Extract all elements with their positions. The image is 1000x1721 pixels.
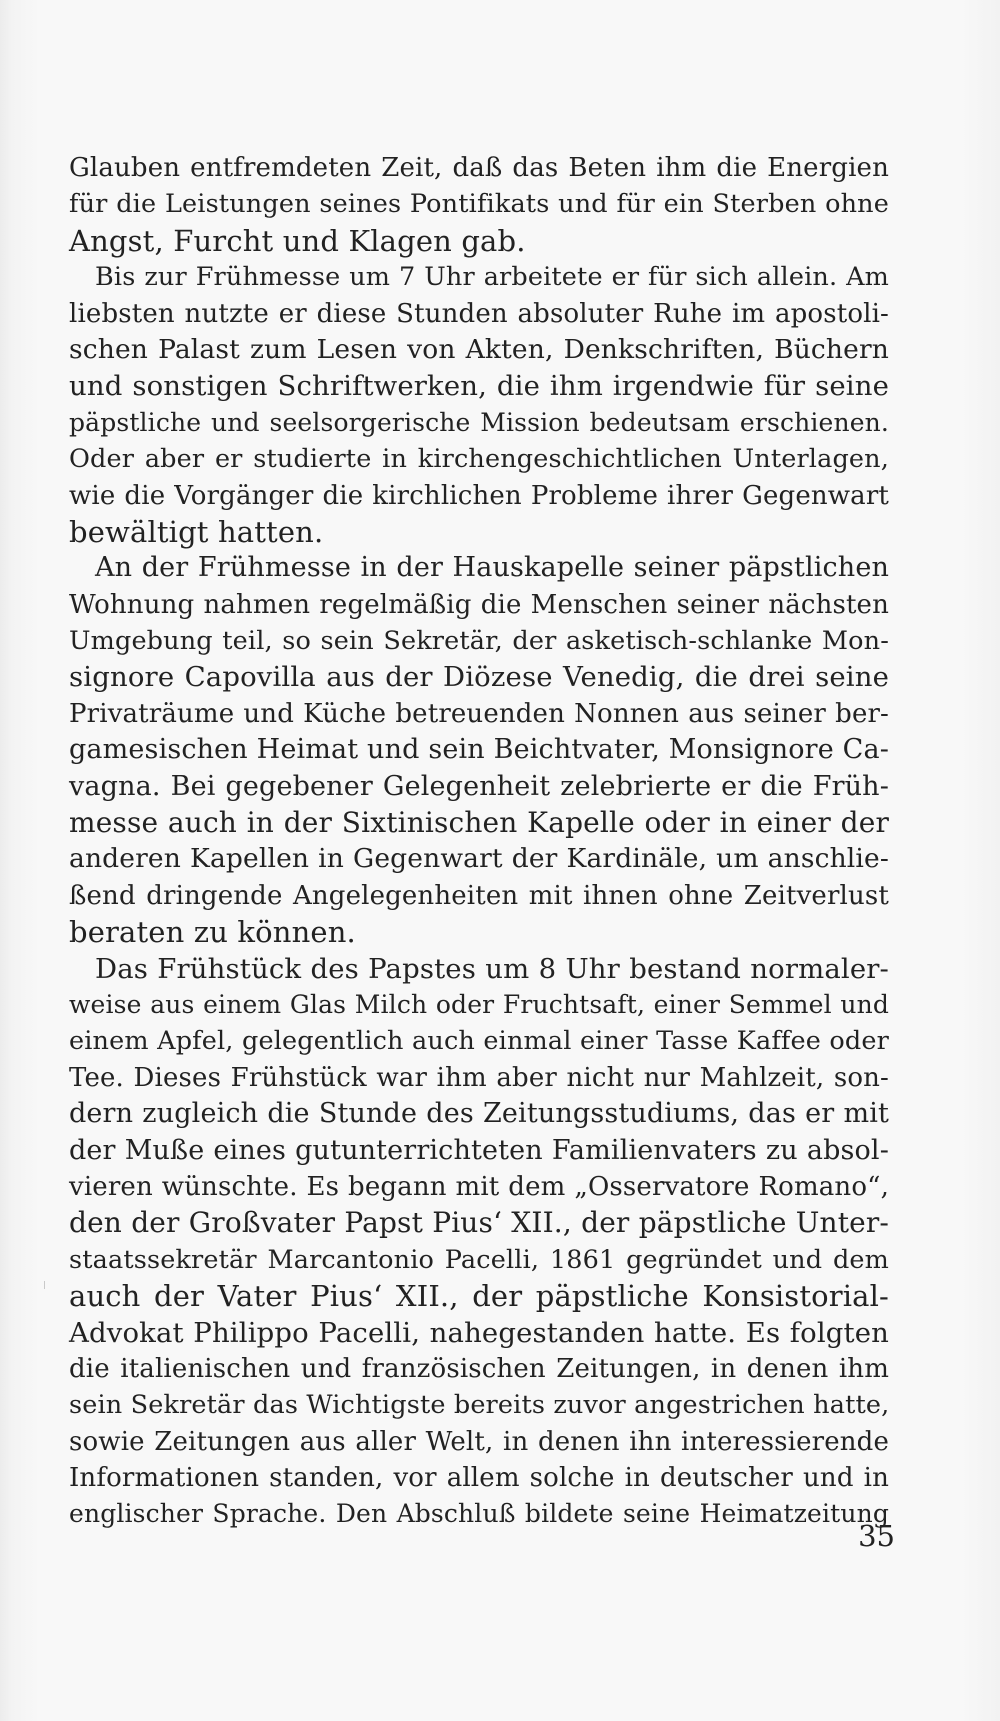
text-line: einem Apfel, gelegentlich auch einmal einer Tasse Kaffee oder [69,1026,889,1057]
text-line: für die Leistungen seines Pontifikats und für ein Sterben ohne [69,189,889,220]
text-line: englischer Sprache. Den Abschluß bildete seine Heimatzeitung [69,1499,889,1529]
text-line: weise aus einem Glas Milch oder Fruchtsaft, einer Semmel und [69,989,889,1019]
text-line: Glauben entfremdeten Zeit, daß das Beten ihm die Energien [69,153,889,183]
text-line: Advokat Philippo Pacelli, nahegestanden hatte. Es folgten [69,1316,889,1349]
text-line: staatssekretär Marcantonio Pacelli, 1861 gegründet und dem [69,1244,889,1275]
text-line: Wohnung nahmen regelmäßig die Menschen seiner nächsten [69,589,889,620]
text-line: Angst, Furcht und Klagen gab. [69,223,526,258]
text-line: auch der Vater Pius‘ XII., der päpstliche Konsistorial- [69,1279,889,1314]
text-line: dern zugleich die Stunde des Zeitungsstudiums, das er mit [69,1098,889,1130]
text-line: liebsten nutzte er diese Stunden absoluter Ruhe im apostoli- [69,298,889,329]
text-line: Bis zur Frühmesse um 7 Uhr arbeitete er für sich allein. Am [95,262,889,293]
page-number: 35 [858,1519,895,1553]
text-line: vieren wünschte. Es begann mit dem „Osservatore Romano“, [69,1171,889,1202]
text-line: Informationen standen, vor allem solche in deutscher und in [69,1463,889,1494]
text-line: An der Frühmesse in der Hauskapelle seiner päpstlichen [95,552,889,584]
text-line: signore Capovilla aus der Diözese Venedig, die drei seine [69,661,889,694]
text-line: beraten zu können. [69,915,356,950]
text-line: vagna. Bei gegebener Gelegenheit zelebrierte er die Früh- [69,770,889,802]
text-line: gamesischen Heimat und sein Beichtvater, Monsignore Ca- [69,734,889,766]
body-text [69,150,889,1533]
text-line: Umgebung teil, so sein Sekretär, der asketisch-schlanke Mon- [69,626,889,657]
text-line: die italienischen und französischen Zeitungen, in denen ihm [69,1353,889,1384]
text-line: wie die Vorgänger die kirchlichen Probleme ihrer Gegenwart [69,480,889,511]
text-line: anderen Kapellen in Gegenwart der Kardinäle, um anschlie- [69,843,889,875]
text-line: sein Sekretär das Wichtigste bereits zuvor angestrichen hatte, [69,1390,890,1421]
text-line: bewältigt hatten. [69,514,324,549]
text-line: Oder aber er studierte in kirchengeschichtlichen Unterlagen, [69,444,889,475]
text-line: päpstliche und seelsorgerische Mission bedeutsam erschienen. [69,407,889,437]
text-line: Das Frühstück des Papstes um 8 Uhr bestand normaler- [95,952,889,985]
text-line: Tee. Dieses Frühstück war ihm aber nicht nur Mahlzeit, son- [69,1062,889,1093]
text-line: den der Großvater Papst Pius‘ XII., der päpstliche Unter- [69,1206,889,1240]
text-line: und sonstigen Schriftwerken, die ihm irgendwie für seine [69,370,889,403]
text-line: sowie Zeitungen aus aller Welt, in denen ihn interessierende [69,1426,889,1457]
text-line: schen Palast zum Lesen von Akten, Denkschriften, Büchern [69,333,889,365]
text-line: Privaträume und Küche betreuenden Nonnen aus seiner ber- [69,698,889,729]
text-line: der Muße eines gutunterrichteten Familienvaters zu absol- [69,1134,889,1166]
margin-mark [44,1281,45,1289]
text-line: ßend dringende Angelegenheiten mit ihnen ohne Zeitverlust [69,880,889,911]
text-line: messe auch in der Sixtinischen Kapelle oder in einer der [69,806,889,840]
